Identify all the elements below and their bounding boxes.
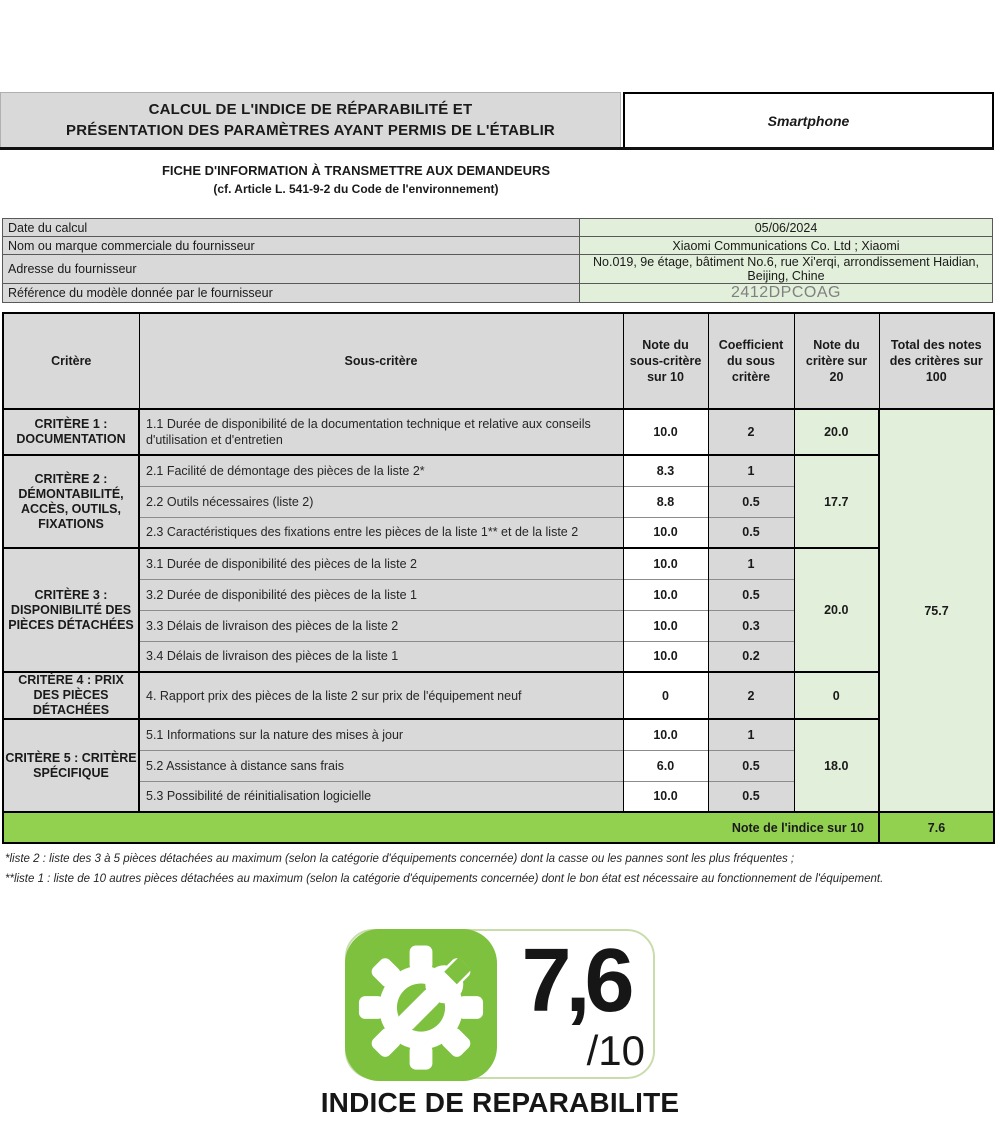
subcriterion-coef-cell: 0.5 — [708, 517, 794, 548]
footnotes — [5, 849, 980, 889]
badge-score-area — [497, 931, 653, 1077]
subcriterion-label-cell: 5.3 Possibilité de réinitialisation logicielle — [139, 781, 623, 812]
info-label-model-ref: Référence du modèle donnée par le fournisseur — [3, 284, 580, 303]
table-header-row — [3, 313, 994, 409]
subcriterion-note-cell: 10.0 — [623, 610, 708, 641]
subcriterion-coef-cell: 0.3 — [708, 610, 794, 641]
subcriterion-note-cell: 10.0 — [623, 517, 708, 548]
final-score-value: 7.6 — [879, 812, 994, 843]
subcriterion-label-cell: 2.2 Outils nécessaires (liste 2) — [139, 486, 623, 517]
subcriterion-label-cell: 3.3 Délais de livraison des pièces de la liste 2 — [139, 610, 623, 641]
criterion-note20-cell: 20.0 — [794, 409, 879, 455]
subtitle-line2: (cf. Article L. 541-9-2 du Code de l'environnement) — [213, 182, 499, 196]
subcriterion-note-cell: 0 — [623, 672, 708, 719]
gear-wrench-icon — [345, 929, 497, 1081]
subcriterion-note-cell: 10.0 — [623, 579, 708, 610]
criterion-note20-cell: 18.0 — [794, 719, 879, 812]
subcriterion-label-cell: 5.2 Assistance à distance sans frais — [139, 750, 623, 781]
subcriterion-coef-cell: 0.5 — [708, 579, 794, 610]
criterion-note20-cell: 20.0 — [794, 548, 879, 672]
table-row — [3, 719, 994, 750]
criterion-name-cell: CRITÈRE 5 : CRITÈRE SPÉCIFIQUE — [3, 719, 139, 812]
footnote-liste2: *liste 2 : liste des 3 à 5 pièces détachées au maximum (selon la catégorie d'équipements concernée) dont la casse ou les pannes sont les plus fréquentes ; — [5, 853, 795, 865]
repairability-badge-section — [0, 929, 1000, 1119]
badge-caption: INDICE DE REPARABILITE — [320, 1087, 680, 1118]
repairability-badge — [345, 929, 655, 1079]
subcriterion-label-cell: 1.1 Durée de disponibilité de la documentation technique et relative aux conseils d'utilisation et d'entretien — [139, 409, 623, 455]
badge-denominator: /10 — [586, 1027, 645, 1074]
col-header-note-critere-20: Note du critère sur 20 — [794, 313, 879, 409]
subcriterion-label-cell: 2.3 Caractéristiques des fixations entre les pièces de la liste 1** et de la liste 2 — [139, 517, 623, 548]
document-header — [0, 92, 994, 150]
info-label-supplier: Nom ou marque commerciale du fournisseur — [3, 237, 580, 255]
table-row — [3, 672, 994, 719]
final-score-label: Note de l'indice sur 10 — [3, 812, 879, 843]
subcriterion-note-cell: 8.3 — [623, 455, 708, 486]
criterion-name-cell: CRITÈRE 3 : DISPONIBILITÉ DES PIÈCES DÉTACHÉES — [3, 548, 139, 672]
subcriterion-note-cell: 10.0 — [623, 409, 708, 455]
footnote-liste1: **liste 1 : liste de 10 autres pièces détachées au maximum (selon la catégorie d'équipements concernée) dont le bon état est nécessaire au fonctionnement de l'équipement. — [5, 873, 884, 885]
criterion-name-cell: CRITÈRE 4 : PRIX DES PIÈCES DÉTACHÉES — [3, 672, 139, 719]
col-header-coefficient: Coefficient du sous critère — [708, 313, 794, 409]
info-value-model-ref: 2412DPCOAG — [580, 284, 993, 303]
subcriterion-coef-cell: 1 — [708, 548, 794, 579]
info-label-date: Date du calcul — [3, 219, 580, 237]
subcriterion-note-cell: 10.0 — [623, 719, 708, 750]
info-value-supplier: Xiaomi Communications Co. Ltd ; Xiaomi — [580, 237, 993, 255]
subcriterion-note-cell: 6.0 — [623, 750, 708, 781]
subcriterion-note-cell: 8.8 — [623, 486, 708, 517]
subcriterion-note-cell: 10.0 — [623, 548, 708, 579]
info-label-address: Adresse du fournisseur — [3, 255, 580, 284]
subcriterion-label-cell: 3.2 Durée de disponibilité des pièces de la liste 1 — [139, 579, 623, 610]
document-title-line2: PRÉSENTATION DES PARAMÈTRES AYANT PERMIS DE L'ÉTABLIR — [66, 122, 555, 139]
criterion-note20-cell: 0 — [794, 672, 879, 719]
criterion-note20-cell: 17.7 — [794, 455, 879, 548]
subcriterion-note-cell: 10.0 — [623, 641, 708, 672]
subcriterion-coef-cell: 0.5 — [708, 750, 794, 781]
col-header-total-100: Total des notes des critères sur 100 — [879, 313, 994, 409]
info-value-address: No.019, 9e étage, bâtiment No.6, rue Xi'erqi, arrondissement Haidian, Beijing, Chine — [580, 255, 993, 284]
document-subtitle — [0, 163, 712, 196]
criterion-name-cell: CRITÈRE 2 : DÉMONTABILITÉ, ACCÈS, OUTILS, FIXATIONS — [3, 455, 139, 548]
subcriterion-coef-cell: 2 — [708, 409, 794, 455]
table-row — [3, 219, 993, 237]
subcriterion-coef-cell: 0.5 — [708, 486, 794, 517]
table-row — [3, 237, 993, 255]
subcriterion-label-cell: 5.1 Informations sur la nature des mises à jour — [139, 719, 623, 750]
subcriterion-coef-cell: 1 — [708, 455, 794, 486]
table-row — [3, 255, 993, 284]
total-score-100-cell: 75.7 — [879, 409, 994, 812]
table-row — [3, 409, 994, 455]
criterion-name-cell: CRITÈRE 1 : DOCUMENTATION — [3, 409, 139, 455]
final-score-row — [3, 812, 994, 843]
subcriterion-label-cell: 4. Rapport prix des pièces de la liste 2 sur prix de l'équipement neuf — [139, 672, 623, 719]
subcriterion-label-cell: 2.1 Facilité de démontage des pièces de la liste 2* — [139, 455, 623, 486]
document-title-line1: CALCUL DE L'INDICE DE RÉPARABILITÉ ET — [148, 101, 473, 118]
subcriterion-note-cell: 10.0 — [623, 781, 708, 812]
table-row — [3, 284, 993, 303]
table-row — [3, 455, 994, 486]
col-header-sous-critere: Sous-critère — [139, 313, 623, 409]
subcriterion-coef-cell: 1 — [708, 719, 794, 750]
subcriterion-coef-cell: 2 — [708, 672, 794, 719]
subtitle-line1: FICHE D'INFORMATION À TRANSMETTRE AUX DEMANDEURS — [161, 163, 551, 178]
supplier-info-table — [2, 218, 993, 303]
table-row — [3, 548, 994, 579]
subcriterion-label-cell: 3.1 Durée de disponibilité des pièces de la liste 2 — [139, 548, 623, 579]
badge-score: 7,6 — [521, 931, 629, 1031]
col-header-note-sous-critere: Note du sous-critère sur 10 — [623, 313, 708, 409]
subcriterion-label-cell: 3.4 Délais de livraison des pièces de la liste 1 — [139, 641, 623, 672]
subcriterion-coef-cell: 0.2 — [708, 641, 794, 672]
col-header-critere: Critère — [3, 313, 139, 409]
criteria-table — [2, 312, 995, 844]
info-value-date: 05/06/2024 — [580, 219, 993, 237]
subcriterion-coef-cell: 0.5 — [708, 781, 794, 812]
product-category-box: Smartphone — [623, 92, 994, 147]
document-title — [0, 92, 621, 147]
